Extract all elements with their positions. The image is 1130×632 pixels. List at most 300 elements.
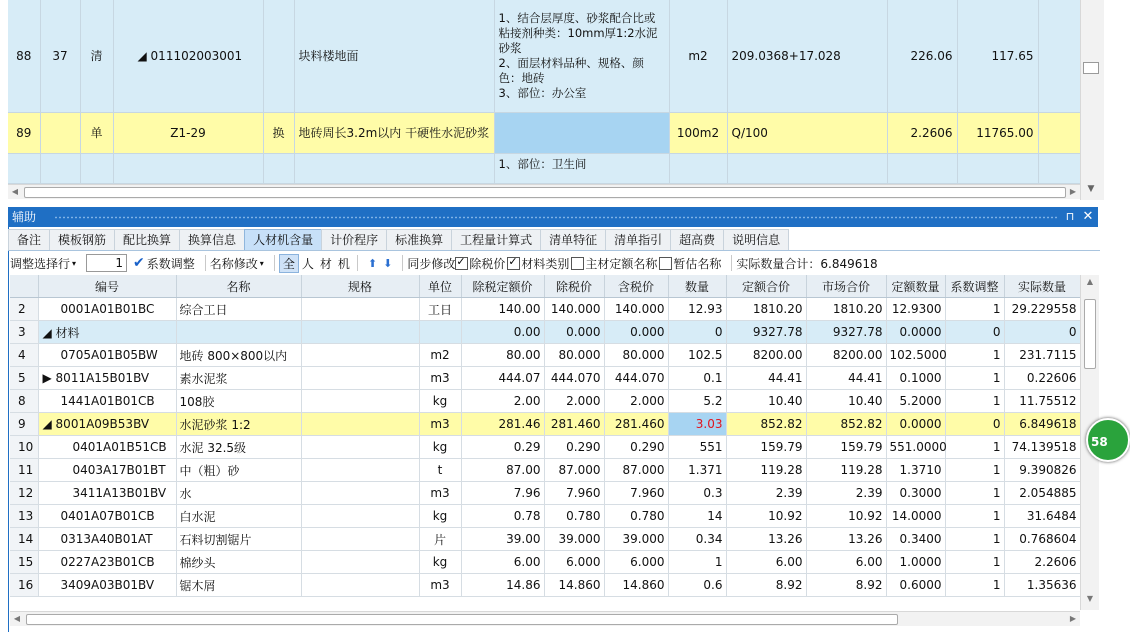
coef-adjust-cell[interactable]: 1 bbox=[945, 505, 1004, 528]
tax-price-cell[interactable]: 7.960 bbox=[604, 482, 668, 505]
column-header-spec[interactable]: 规格 bbox=[301, 275, 419, 298]
actual-quantity-cell[interactable]: 0 bbox=[1004, 321, 1080, 344]
description-cell[interactable] bbox=[494, 0, 669, 112]
name-cell[interactable]: 素水泥浆 bbox=[176, 367, 301, 390]
tab-formwork-rebar[interactable]: 模板钢筋 bbox=[49, 229, 115, 250]
column-header-actual-quantity[interactable]: 实际数量 bbox=[1004, 275, 1080, 298]
quantity-cell[interactable]: 12.93 bbox=[668, 298, 726, 321]
coef-adjust-cell[interactable]: 1 bbox=[945, 459, 1004, 482]
market-total-cell[interactable]: 159.79 bbox=[806, 436, 886, 459]
spec-cell[interactable] bbox=[301, 344, 419, 367]
quantity-cell[interactable]: 1 bbox=[668, 551, 726, 574]
code-cell[interactable]: 0313A40B01AT bbox=[38, 528, 176, 551]
ex-tax-quota-price-cell[interactable]: 2.00 bbox=[461, 390, 544, 413]
actual-quantity-cell[interactable]: 0.768604 bbox=[1004, 528, 1080, 551]
toolbar-separator bbox=[402, 255, 403, 271]
quota-total-cell[interactable]: 1810.20 bbox=[726, 298, 806, 321]
ex-tax-quota-price-cell[interactable]: 0.78 bbox=[461, 505, 544, 528]
price-cell[interactable]: 117.65 bbox=[957, 0, 1038, 112]
spec-cell[interactable] bbox=[301, 298, 419, 321]
market-total-cell[interactable]: 10.92 bbox=[806, 505, 886, 528]
tab-pricing-procedure[interactable]: 计价程序 bbox=[321, 229, 387, 250]
ex-tax-quota-price-cell[interactable]: 140.00 bbox=[461, 298, 544, 321]
desc-line: 2、面层材料品种、规格、颜 bbox=[498, 55, 644, 70]
ex-tax-price-cell[interactable]: 281.460 bbox=[544, 413, 604, 436]
flag-cell[interactable]: 换 bbox=[263, 112, 294, 153]
chevron-down-icon: ▾ bbox=[259, 258, 264, 268]
quantity-cell[interactable]: 14 bbox=[668, 505, 726, 528]
quota-total-cell[interactable]: 159.79 bbox=[726, 436, 806, 459]
tab-divider bbox=[8, 250, 1100, 251]
aux-tab-strip bbox=[8, 229, 788, 250]
ex-tax-price-cell[interactable]: 444.070 bbox=[544, 367, 604, 390]
ex-tax-quota-price-cell[interactable]: 7.96 bbox=[461, 482, 544, 505]
quota-quantity-cell[interactable]: 1.3710 bbox=[886, 459, 945, 482]
flag-cell[interactable] bbox=[263, 0, 294, 112]
actual-quantity-cell[interactable]: 11.75512 bbox=[1004, 390, 1080, 413]
column-header-code[interactable]: 编号 bbox=[38, 275, 176, 298]
name-cell[interactable]: 水 bbox=[176, 482, 301, 505]
column-header-quota-total[interactable]: 定额合价 bbox=[726, 275, 806, 298]
code-cell[interactable]: ◢ 8001A09B53BV bbox=[38, 413, 176, 436]
table-row[interactable] bbox=[10, 367, 1080, 390]
checkbox-unchecked-icon[interactable] bbox=[571, 257, 584, 270]
unit-cell[interactable]: 100m2 bbox=[669, 112, 727, 153]
row-number: 11 bbox=[10, 459, 38, 482]
coef-adjust-cell[interactable]: 1 bbox=[945, 551, 1004, 574]
coef-adjust-cell[interactable]: 0 bbox=[945, 413, 1004, 436]
quantity-cell[interactable]: 0.34 bbox=[668, 528, 726, 551]
ex-tax-quota-price-cell[interactable]: 39.00 bbox=[461, 528, 544, 551]
desc-line: 3、部位：办公室 bbox=[498, 85, 587, 100]
spec-cell[interactable] bbox=[301, 413, 419, 436]
unit-cell[interactable]: t bbox=[419, 459, 461, 482]
row-number: 10 bbox=[10, 436, 38, 459]
ex-tax-price-cell[interactable]: 80.000 bbox=[544, 344, 604, 367]
name-cell[interactable]: 水泥 32.5级 bbox=[176, 436, 301, 459]
table-row[interactable] bbox=[10, 482, 1080, 505]
tab-bill-features[interactable]: 清单特征 bbox=[540, 229, 606, 250]
checkbox-checked-icon[interactable] bbox=[507, 257, 520, 270]
code-cell[interactable]: 0401A07B01CB bbox=[38, 505, 176, 528]
column-header-name[interactable]: 名称 bbox=[176, 275, 301, 298]
name-cell[interactable] bbox=[176, 321, 301, 344]
row-number: 5 bbox=[10, 367, 38, 390]
type-cell[interactable]: 清 bbox=[80, 0, 113, 112]
ex-tax-price-cell[interactable]: 7.960 bbox=[544, 482, 604, 505]
row-number: 14 bbox=[10, 528, 38, 551]
quota-quantity-cell[interactable]: 102.5000 bbox=[886, 344, 945, 367]
quantity-cell[interactable]: 2.2606 bbox=[887, 112, 957, 153]
ex-tax-quota-price-cell[interactable]: 80.00 bbox=[461, 344, 544, 367]
top-vertical-scrollbar[interactable] bbox=[1080, 0, 1104, 200]
top-list-grid bbox=[0, 0, 1103, 205]
quantity-cell[interactable]: 0.1 bbox=[668, 367, 726, 390]
name-cell[interactable]: 地砖周长3.2m以内 干硬性水泥砂浆 bbox=[294, 112, 494, 153]
tax-price-cell[interactable]: 281.460 bbox=[604, 413, 668, 436]
table-row[interactable] bbox=[10, 321, 1080, 344]
quantity-cell[interactable]: 0.3 bbox=[668, 482, 726, 505]
spec-cell[interactable] bbox=[301, 459, 419, 482]
tax-price-cell[interactable]: 80.000 bbox=[604, 344, 668, 367]
spec-cell[interactable] bbox=[301, 482, 419, 505]
market-total-cell[interactable]: 13.26 bbox=[806, 528, 886, 551]
market-total-cell[interactable]: 2.39 bbox=[806, 482, 886, 505]
tax-price-cell[interactable]: 14.860 bbox=[604, 574, 668, 597]
quota-total-cell[interactable]: 13.26 bbox=[726, 528, 806, 551]
table-row[interactable] bbox=[10, 298, 1080, 321]
coef-adjust-cell[interactable]: 0 bbox=[945, 321, 1004, 344]
name-cell[interactable]: 综合工日 bbox=[176, 298, 301, 321]
resource-table-body bbox=[10, 298, 1080, 597]
quantity-cell[interactable]: 0.6 bbox=[668, 574, 726, 597]
code-cell[interactable]: 3409A03B01BV bbox=[38, 574, 176, 597]
ex-tax-quota-price-cell[interactable]: 14.86 bbox=[461, 574, 544, 597]
adjust-rows-spinner[interactable]: 1 bbox=[86, 254, 127, 272]
code-cell[interactable]: 0403A17B01BT bbox=[38, 459, 176, 482]
coef-adjust-cell[interactable]: 1 bbox=[945, 436, 1004, 459]
ex-tax-price-cell[interactable]: 0.000 bbox=[544, 321, 604, 344]
column-header-tax-price[interactable]: 含税价 bbox=[604, 275, 668, 298]
ex-tax-price-cell[interactable]: 14.860 bbox=[544, 574, 604, 597]
quota-quantity-cell[interactable]: 0.0000 bbox=[886, 413, 945, 436]
ex-tax-price-cell[interactable]: 0.780 bbox=[544, 505, 604, 528]
formula-cell[interactable]: 209.0368+17.028 bbox=[727, 0, 887, 112]
actual-quantity-cell[interactable]: 2.054885 bbox=[1004, 482, 1080, 505]
ex-tax-price-cell[interactable]: 0.290 bbox=[544, 436, 604, 459]
name-cell[interactable]: 中（粗）砂 bbox=[176, 459, 301, 482]
quantity-cell[interactable]: 0 bbox=[668, 321, 726, 344]
table-row[interactable] bbox=[10, 344, 1080, 367]
row-number: 9 bbox=[10, 413, 38, 436]
quota-total-cell[interactable]: 10.92 bbox=[726, 505, 806, 528]
checkbox-unchecked-icon[interactable] bbox=[659, 257, 672, 270]
price-cell[interactable]: 11765.00 bbox=[957, 112, 1038, 153]
ex-tax-price-cell[interactable]: 2.000 bbox=[544, 390, 604, 413]
material-category-checkbox[interactable] bbox=[507, 255, 569, 272]
quota-total-cell[interactable]: 852.82 bbox=[726, 413, 806, 436]
description-cell[interactable] bbox=[494, 112, 669, 153]
quota-quantity-cell[interactable]: 12.9300 bbox=[886, 298, 945, 321]
actual-quantity-cell[interactable]: 231.7115 bbox=[1004, 344, 1080, 367]
ex-tax-quota-price-cell[interactable]: 0.00 bbox=[461, 321, 544, 344]
quota-total-cell[interactable]: 2.39 bbox=[726, 482, 806, 505]
coef-adjust-cell[interactable]: 1 bbox=[945, 344, 1004, 367]
scroll-thumb[interactable] bbox=[24, 187, 1066, 198]
tab-quantity-formula[interactable]: 工程量计算式 bbox=[451, 229, 541, 250]
ex-tax-quota-price-cell[interactable]: 281.46 bbox=[461, 413, 544, 436]
name-cell[interactable]: 块料楼地面 bbox=[294, 0, 494, 112]
coef-adjust-cell[interactable]: 1 bbox=[945, 298, 1004, 321]
market-total-cell[interactable]: 9327.78 bbox=[806, 321, 886, 344]
ex-tax-price-cell[interactable]: 39.000 bbox=[544, 528, 604, 551]
row-number: 12 bbox=[10, 482, 38, 505]
column-header-ex-tax-quota-price[interactable]: 除税定额价 bbox=[461, 275, 544, 298]
ex-tax-price-cell[interactable]: 140.000 bbox=[544, 298, 604, 321]
main-material-name-checkbox[interactable] bbox=[571, 255, 657, 272]
unit-cell[interactable]: m3 bbox=[419, 413, 461, 436]
market-total-cell[interactable]: 10.40 bbox=[806, 390, 886, 413]
toolbar-separator bbox=[205, 255, 206, 271]
name-cell[interactable]: 棉纱头 bbox=[176, 551, 301, 574]
unit-cell[interactable]: m2 bbox=[669, 0, 727, 112]
unit-cell[interactable]: m2 bbox=[419, 344, 461, 367]
name-cell[interactable]: 白水泥 bbox=[176, 505, 301, 528]
actual-quantity-cell[interactable]: 6.849618 bbox=[1004, 413, 1080, 436]
tax-price-cell[interactable]: 2.000 bbox=[604, 390, 668, 413]
quantity-cell[interactable]: 226.06 bbox=[887, 0, 957, 112]
table-row[interactable] bbox=[10, 436, 1080, 459]
quota-total-cell[interactable]: 10.40 bbox=[726, 390, 806, 413]
unit-cell[interactable]: 片 bbox=[419, 528, 461, 551]
resource-content-table bbox=[10, 275, 1081, 597]
quota-quantity-cell[interactable]: 1.0000 bbox=[886, 551, 945, 574]
quota-quantity-cell[interactable]: 0.3400 bbox=[886, 528, 945, 551]
unit-cell[interactable]: kg bbox=[419, 436, 461, 459]
quota-quantity-cell[interactable]: 0.3000 bbox=[886, 482, 945, 505]
market-total-cell[interactable]: 44.41 bbox=[806, 367, 886, 390]
code-cell[interactable]: ▶ 8011A15B01BV bbox=[38, 367, 176, 390]
quota-quantity-cell[interactable]: 551.0000 bbox=[886, 436, 945, 459]
bottom-horizontal-scrollbar[interactable] bbox=[10, 611, 1080, 626]
seq-cell[interactable]: 37 bbox=[40, 0, 80, 112]
quota-total-cell[interactable]: 8.92 bbox=[726, 574, 806, 597]
toolbar-separator bbox=[274, 255, 275, 271]
quantity-cell[interactable]: 3.03 bbox=[668, 413, 726, 436]
quantity-cell[interactable]: 1.371 bbox=[668, 459, 726, 482]
unit-cell[interactable]: kg bbox=[419, 505, 461, 528]
tax-price-cell[interactable]: 444.070 bbox=[604, 367, 668, 390]
tab-bill-guide[interactable]: 清单指引 bbox=[605, 229, 671, 250]
row-number: 4 bbox=[10, 344, 38, 367]
spec-cell[interactable] bbox=[301, 528, 419, 551]
table-row[interactable] bbox=[10, 459, 1080, 482]
quota-total-cell[interactable]: 6.00 bbox=[726, 551, 806, 574]
code-cell[interactable]: Z1-29 bbox=[113, 112, 263, 153]
quantity-cell[interactable]: 102.5 bbox=[668, 344, 726, 367]
ex-tax-price-cell[interactable]: 87.000 bbox=[544, 459, 604, 482]
column-header-quantity[interactable]: 数量 bbox=[668, 275, 726, 298]
description-cell[interactable] bbox=[494, 153, 669, 183]
tab-conversion-info[interactable]: 换算信息 bbox=[179, 229, 245, 250]
badge-count[interactable]: 58 bbox=[1086, 418, 1130, 462]
coef-adjust-cell[interactable]: 1 bbox=[945, 390, 1004, 413]
filter-labor-button[interactable]: 人 bbox=[301, 256, 314, 271]
scroll-down-icon[interactable]: ▼ bbox=[1086, 594, 1094, 603]
tab-standard-conversion[interactable]: 标准换算 bbox=[386, 229, 452, 250]
quantity-cell[interactable]: 551 bbox=[668, 436, 726, 459]
quota-quantity-cell[interactable]: 0.6000 bbox=[886, 574, 945, 597]
row-number: 13 bbox=[10, 505, 38, 528]
unit-cell[interactable]: 工日 bbox=[419, 298, 461, 321]
table-row-89[interactable] bbox=[8, 112, 1080, 153]
type-cell[interactable]: 单 bbox=[80, 112, 113, 153]
market-total-cell[interactable]: 1810.20 bbox=[806, 298, 886, 321]
tax-price-cell[interactable]: 0.780 bbox=[604, 505, 668, 528]
table-row[interactable] bbox=[10, 390, 1080, 413]
filter-material-button[interactable]: 材 bbox=[319, 256, 332, 271]
filter-machine-button[interactable]: 机 bbox=[337, 256, 350, 271]
market-total-cell[interactable]: 6.00 bbox=[806, 551, 886, 574]
code-cell[interactable]: 0705A01B05BW bbox=[38, 344, 176, 367]
coef-adjust-cell[interactable]: 1 bbox=[945, 367, 1004, 390]
spec-cell[interactable] bbox=[301, 367, 419, 390]
drag-grip[interactable] bbox=[54, 216, 1058, 219]
row-number: 2 bbox=[10, 298, 38, 321]
pin-icon[interactable]: ⊓ bbox=[1065, 210, 1075, 223]
actual-quantity-cell[interactable]: 31.6484 bbox=[1004, 505, 1080, 528]
ex-tax-checkbox[interactable] bbox=[455, 255, 505, 272]
formula-cell[interactable]: Q/100 bbox=[727, 112, 887, 153]
unit-cell[interactable]: kg bbox=[419, 390, 461, 413]
main-material-name-label: 主材定额名称 bbox=[585, 256, 658, 271]
column-header-ex-tax-price[interactable]: 除税价 bbox=[544, 275, 604, 298]
name-cell[interactable]: 水泥砂浆 1:2 bbox=[176, 413, 301, 436]
code-cell[interactable]: ◢ 材料 bbox=[38, 321, 176, 344]
coef-adjust-cell[interactable]: 1 bbox=[945, 528, 1004, 551]
coef-adjust-button[interactable] bbox=[133, 255, 195, 272]
adjust-select-dropdown[interactable] bbox=[10, 255, 76, 272]
floating-badge[interactable] bbox=[1086, 418, 1108, 462]
temp-name-checkbox[interactable] bbox=[659, 255, 721, 272]
scroll-left-icon[interactable]: ◀ bbox=[11, 187, 19, 196]
scroll-left-icon[interactable]: ◀ bbox=[13, 614, 21, 623]
quantity-cell[interactable]: 5.2 bbox=[668, 390, 726, 413]
tab-description-info[interactable]: 说明信息 bbox=[723, 229, 789, 250]
spec-cell[interactable] bbox=[301, 321, 419, 344]
code-cell[interactable]: 0001A01B01BC bbox=[38, 298, 176, 321]
desc-line: 砂浆 bbox=[498, 40, 522, 55]
ex-tax-quota-price-cell[interactable]: 0.29 bbox=[461, 436, 544, 459]
name-cell[interactable]: 108胶 bbox=[176, 390, 301, 413]
row-number bbox=[8, 153, 40, 183]
scroll-up-icon[interactable]: ▲ bbox=[1086, 277, 1094, 286]
actual-quantity-cell[interactable]: 2.2606 bbox=[1004, 551, 1080, 574]
market-total-cell[interactable]: 119.28 bbox=[806, 459, 886, 482]
column-header-market-total[interactable]: 市场合价 bbox=[806, 275, 886, 298]
scroll-thumb[interactable] bbox=[1084, 299, 1096, 369]
column-header-coef-adjust[interactable]: 系数调整 bbox=[945, 275, 1004, 298]
actual-quantity-cell[interactable]: 1.35636 bbox=[1004, 574, 1080, 597]
tab-remark[interactable]: 备注 bbox=[8, 229, 50, 250]
quota-total-cell[interactable]: 8200.00 bbox=[726, 344, 806, 367]
tax-price-cell[interactable]: 0.290 bbox=[604, 436, 668, 459]
tax-price-cell[interactable]: 140.000 bbox=[604, 298, 668, 321]
ex-tax-quota-price-cell[interactable]: 6.00 bbox=[461, 551, 544, 574]
market-total-cell[interactable]: 8.92 bbox=[806, 574, 886, 597]
scroll-down-icon[interactable]: ▼ bbox=[1087, 184, 1095, 194]
market-total-cell[interactable]: 852.82 bbox=[806, 413, 886, 436]
quota-quantity-cell[interactable]: 5.2000 bbox=[886, 390, 945, 413]
name-modify-dropdown[interactable] bbox=[210, 255, 264, 272]
coef-adjust-cell[interactable]: 1 bbox=[945, 574, 1004, 597]
filter-all-button[interactable]: 全 bbox=[279, 254, 299, 273]
table-row[interactable] bbox=[10, 551, 1080, 574]
ex-tax-price-cell[interactable]: 6.000 bbox=[544, 551, 604, 574]
scroll-thumb[interactable] bbox=[26, 614, 898, 625]
quota-total-cell[interactable]: 9327.78 bbox=[726, 321, 806, 344]
column-header bbox=[10, 275, 38, 298]
quota-total-cell[interactable]: 44.41 bbox=[726, 367, 806, 390]
table-row[interactable] bbox=[10, 574, 1080, 597]
toolbar-separator bbox=[357, 255, 358, 271]
spec-cell[interactable] bbox=[301, 436, 419, 459]
table-row-next[interactable] bbox=[8, 153, 1080, 183]
quota-total-cell[interactable]: 119.28 bbox=[726, 459, 806, 482]
spec-cell[interactable] bbox=[301, 551, 419, 574]
column-header-quota-quantity[interactable]: 定额数量 bbox=[886, 275, 945, 298]
move-down-icon[interactable]: ⬇ bbox=[383, 256, 393, 270]
actual-quantity-cell[interactable]: 0.22606 bbox=[1004, 367, 1080, 390]
code-cell[interactable]: 3411A13B01BV bbox=[38, 482, 176, 505]
move-up-icon[interactable]: ⬆ bbox=[367, 256, 378, 270]
unit-cell[interactable]: m3 bbox=[419, 367, 461, 390]
scroll-right-icon[interactable]: ▶ bbox=[1069, 614, 1077, 623]
name-cell[interactable]: 锯木屑 bbox=[176, 574, 301, 597]
checkbox-checked-icon[interactable] bbox=[455, 257, 468, 270]
tax-price-cell[interactable]: 39.000 bbox=[604, 528, 668, 551]
table-row[interactable] bbox=[10, 528, 1080, 551]
formula-cell bbox=[727, 153, 887, 183]
name-cell bbox=[294, 153, 494, 183]
coef-adjust-label: 系数调整 bbox=[146, 256, 195, 271]
table-row[interactable] bbox=[10, 505, 1080, 528]
unit-cell bbox=[669, 153, 727, 183]
seq-cell[interactable] bbox=[40, 112, 80, 153]
quota-quantity-cell[interactable]: 0.1000 bbox=[886, 367, 945, 390]
code-cell[interactable]: 0401A01B51CB bbox=[38, 436, 176, 459]
actual-quantity-cell[interactable]: 74.139518 bbox=[1004, 436, 1080, 459]
scroll-thumb[interactable] bbox=[1083, 62, 1099, 74]
scroll-right-icon[interactable]: ▶ bbox=[1069, 187, 1077, 196]
name-cell[interactable]: 石料切割锯片 bbox=[176, 528, 301, 551]
tab-high-rise-fee[interactable]: 超高费 bbox=[670, 229, 724, 250]
ex-tax-quota-price-cell[interactable]: 87.00 bbox=[461, 459, 544, 482]
tab-labor-material-machine[interactable]: 人材机含量 bbox=[244, 229, 322, 250]
table-row[interactable] bbox=[10, 413, 1080, 436]
spec-cell[interactable] bbox=[301, 574, 419, 597]
code-cell[interactable]: ◢ 011102003001 bbox=[113, 0, 263, 112]
top-horizontal-scrollbar[interactable] bbox=[8, 184, 1080, 199]
unit-cell[interactable]: kg bbox=[419, 551, 461, 574]
empty-cell bbox=[1038, 0, 1080, 112]
ex-tax-quota-price-cell[interactable]: 444.07 bbox=[461, 367, 544, 390]
unit-cell[interactable]: m3 bbox=[419, 482, 461, 505]
spec-cell[interactable] bbox=[301, 505, 419, 528]
unit-cell[interactable]: m3 bbox=[419, 574, 461, 597]
market-total-cell[interactable]: 8200.00 bbox=[806, 344, 886, 367]
code-cell[interactable]: 1441A01B01CB bbox=[38, 390, 176, 413]
actual-quantity-cell[interactable]: 29.229558 bbox=[1004, 298, 1080, 321]
tax-price-cell[interactable]: 0.000 bbox=[604, 321, 668, 344]
sync-modify-option[interactable] bbox=[407, 255, 455, 272]
spec-cell[interactable] bbox=[301, 390, 419, 413]
quota-quantity-cell[interactable]: 0.0000 bbox=[886, 321, 945, 344]
table-row-88[interactable] bbox=[8, 0, 1080, 112]
code-cell[interactable]: 0227A23B01CB bbox=[38, 551, 176, 574]
coef-adjust-cell[interactable]: 1 bbox=[945, 482, 1004, 505]
tab-mix-conversion[interactable]: 配比换算 bbox=[114, 229, 180, 250]
close-icon[interactable]: ✕ bbox=[1082, 209, 1094, 224]
tax-price-cell[interactable]: 6.000 bbox=[604, 551, 668, 574]
column-header-unit[interactable]: 单位 bbox=[419, 275, 461, 298]
quota-quantity-cell[interactable]: 14.0000 bbox=[886, 505, 945, 528]
tax-price-cell[interactable]: 87.000 bbox=[604, 459, 668, 482]
row-number: 15 bbox=[10, 551, 38, 574]
unit-cell[interactable] bbox=[419, 321, 461, 344]
name-cell[interactable]: 地砖 800×800以内 bbox=[176, 344, 301, 367]
actual-quantity-cell[interactable]: 9.390826 bbox=[1004, 459, 1080, 482]
